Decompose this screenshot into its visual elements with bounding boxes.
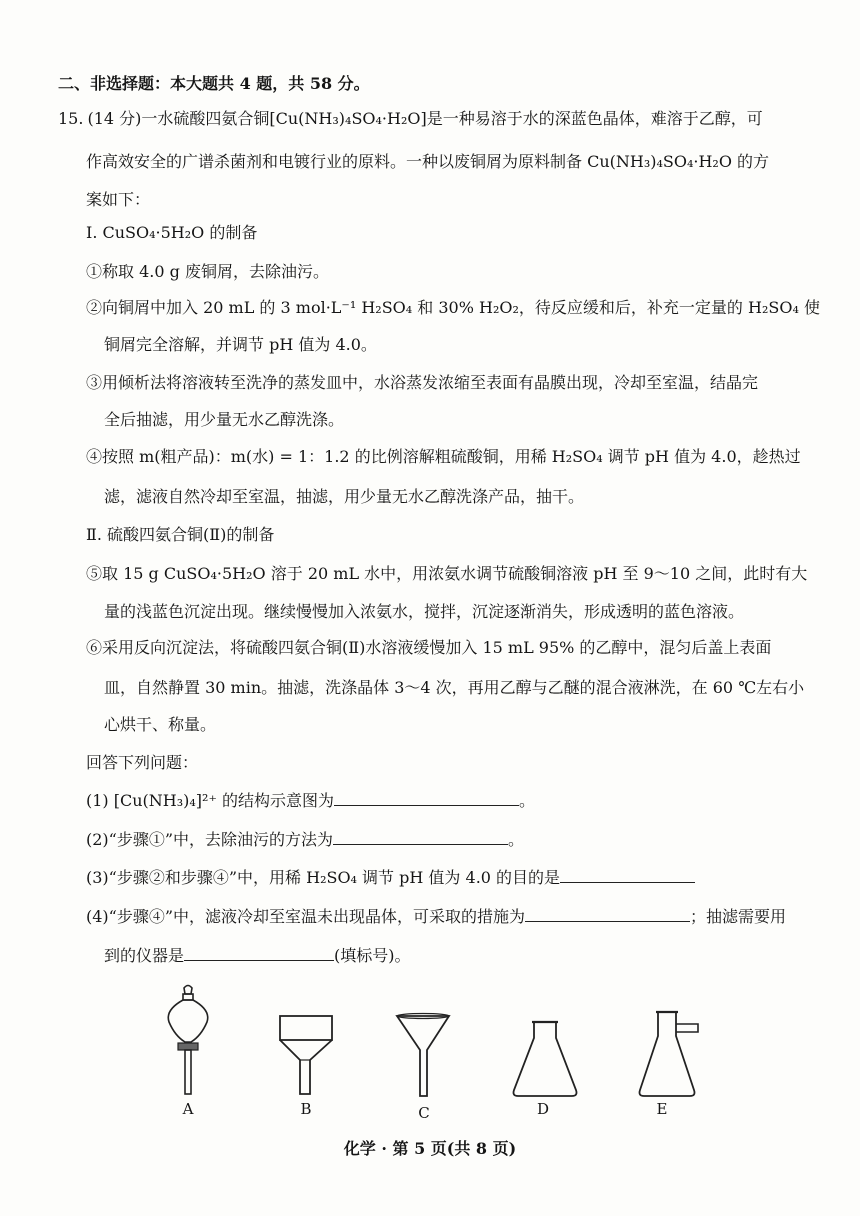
step4-line-2: 滤，滤液自然冷却至室温，抽滤，用少量无水乙醇洗涤产品，抽干。 [104, 487, 585, 506]
sub-question-2-text: (2)“步骤①”中，去除油污的方法为 [86, 830, 334, 849]
sub-question-4-text: (4)“步骤④”中，滤液冷却至室温未出现晶体，可采取的措施为 [86, 907, 526, 926]
apparatus-label-a: A [182, 1100, 194, 1118]
apparatus-label-c: C [418, 1104, 430, 1122]
apparatus-c-funnel [393, 1010, 453, 1100]
sub-question-2-end: 。 [508, 830, 525, 849]
sub-question-3-text: (3)“步骤②和步骤④”中，用稀 H₂SO₄ 调节 pH 值为 4.0 的目的是 [86, 868, 561, 887]
sub-question-3 [86, 866, 695, 889]
question-intro-text-1: (14 分)一水硫酸四氨合铜[Cu(NH₃)₄SO₄·H₂O]是一种易溶于水的深蓝色晶体，难溶于乙醇，可 [87, 109, 763, 128]
part1-title: Ⅰ. CuSO₄·5H₂O 的制备 [86, 223, 258, 242]
sub-question-4-line-2-end: (填标号)。 [334, 946, 411, 965]
answer-prompt: 回答下列问题： [86, 753, 199, 772]
apparatus-label-e: E [656, 1100, 668, 1118]
page-footer: 化学 · 第 5 页(共 8 页) [343, 1139, 517, 1158]
apparatus-label-d: D [536, 1100, 550, 1118]
step5-line-1: ⑤取 15 g CuSO₄·5H₂O 溶于 20 mL 水中，用浓氨水调节硫酸铜溶液 pH 至 9～10 之间，此时有大 [86, 564, 808, 583]
answer-blank-2[interactable] [333, 828, 508, 845]
sub-question-4-line-2-text: 到的仪器是 [104, 946, 185, 965]
step4-line-1: ④按照 m(粗产品)：m(水) = 1：1.2 的比例溶解粗硫酸铜，用稀 H₂SO₄ 调节 pH 值为 4.0，趁热过 [86, 447, 801, 466]
part2-title: Ⅱ. 硫酸四氨合铜(Ⅱ)的制备 [86, 525, 275, 544]
answer-blank-3[interactable] [560, 866, 695, 883]
step2-line-2: 铜屑完全溶解，并调节 pH 值为 4.0。 [104, 335, 377, 354]
question-intro-line-1 [58, 108, 763, 130]
step5-line-2: 量的浅蓝色沉淀出现。继续慢慢加入浓氨水，搅拌，沉淀逐渐消失，形成透明的蓝色溶液。 [104, 602, 745, 621]
apparatus-label-b: B [300, 1100, 312, 1118]
answer-blank-4a[interactable] [525, 905, 690, 922]
apparatus-b-buchner-funnel [276, 1012, 336, 1098]
step1: ①称取 4.0 g 废铜屑，去除油污。 [86, 262, 329, 281]
question-intro-line-3: 案如下： [86, 190, 151, 209]
apparatus-d-conical-flask [510, 1016, 580, 1100]
sub-question-2 [86, 828, 524, 851]
step3-line-2: 全后抽滤，用少量无水乙醇洗涤。 [104, 410, 345, 429]
step6-line-3: 心烘干、称量。 [104, 715, 217, 734]
sub-question-1-text: (1) [Cu(NH₃)₄]²⁺ 的结构示意图为 [86, 791, 334, 810]
apparatus-a-separatory-funnel [163, 984, 213, 1098]
step2-line-1: ②向铜屑中加入 20 mL 的 3 mol·L⁻¹ H₂SO₄ 和 30% H₂O₂，待反应缓和后，补充一定量的 H₂SO₄ 使 [86, 298, 820, 317]
answer-blank-1[interactable] [334, 789, 519, 806]
section-title: 二、非选择题：本大题共 4 题，共 58 分。 [58, 74, 370, 93]
sub-question-4-mid: ；抽滤需要用 [690, 907, 787, 926]
question-number: 15. [58, 109, 84, 128]
sub-question-1 [86, 789, 535, 812]
apparatus-e-suction-flask [636, 1008, 708, 1100]
sub-question-4 [86, 905, 786, 928]
sub-question-1-end: 。 [519, 791, 536, 810]
answer-blank-4b[interactable] [184, 944, 334, 961]
step3-line-1: ③用倾析法将溶液转至洗净的蒸发皿中，水浴蒸发浓缩至表面有晶膜出现，冷却至室温，结晶完 [86, 373, 759, 392]
question-intro-line-2: 作高效安全的广谱杀菌剂和电镀行业的原料。一种以废铜屑为原料制备 Cu(NH₃)₄SO₄·H₂O 的方 [86, 152, 770, 171]
sub-question-4-line-2 [104, 944, 411, 967]
step6-line-1: ⑥采用反向沉淀法，将硫酸四氨合铜(Ⅱ)水溶液缓慢加入 15 mL 95% 的乙醇中，混匀后盖上表面 [86, 638, 772, 657]
step6-line-2: 皿，自然静置 30 min。抽滤，洗涤晶体 3～4 次，再用乙醇与乙醚的混合液淋洗，在 60 ℃左右小 [104, 678, 805, 697]
